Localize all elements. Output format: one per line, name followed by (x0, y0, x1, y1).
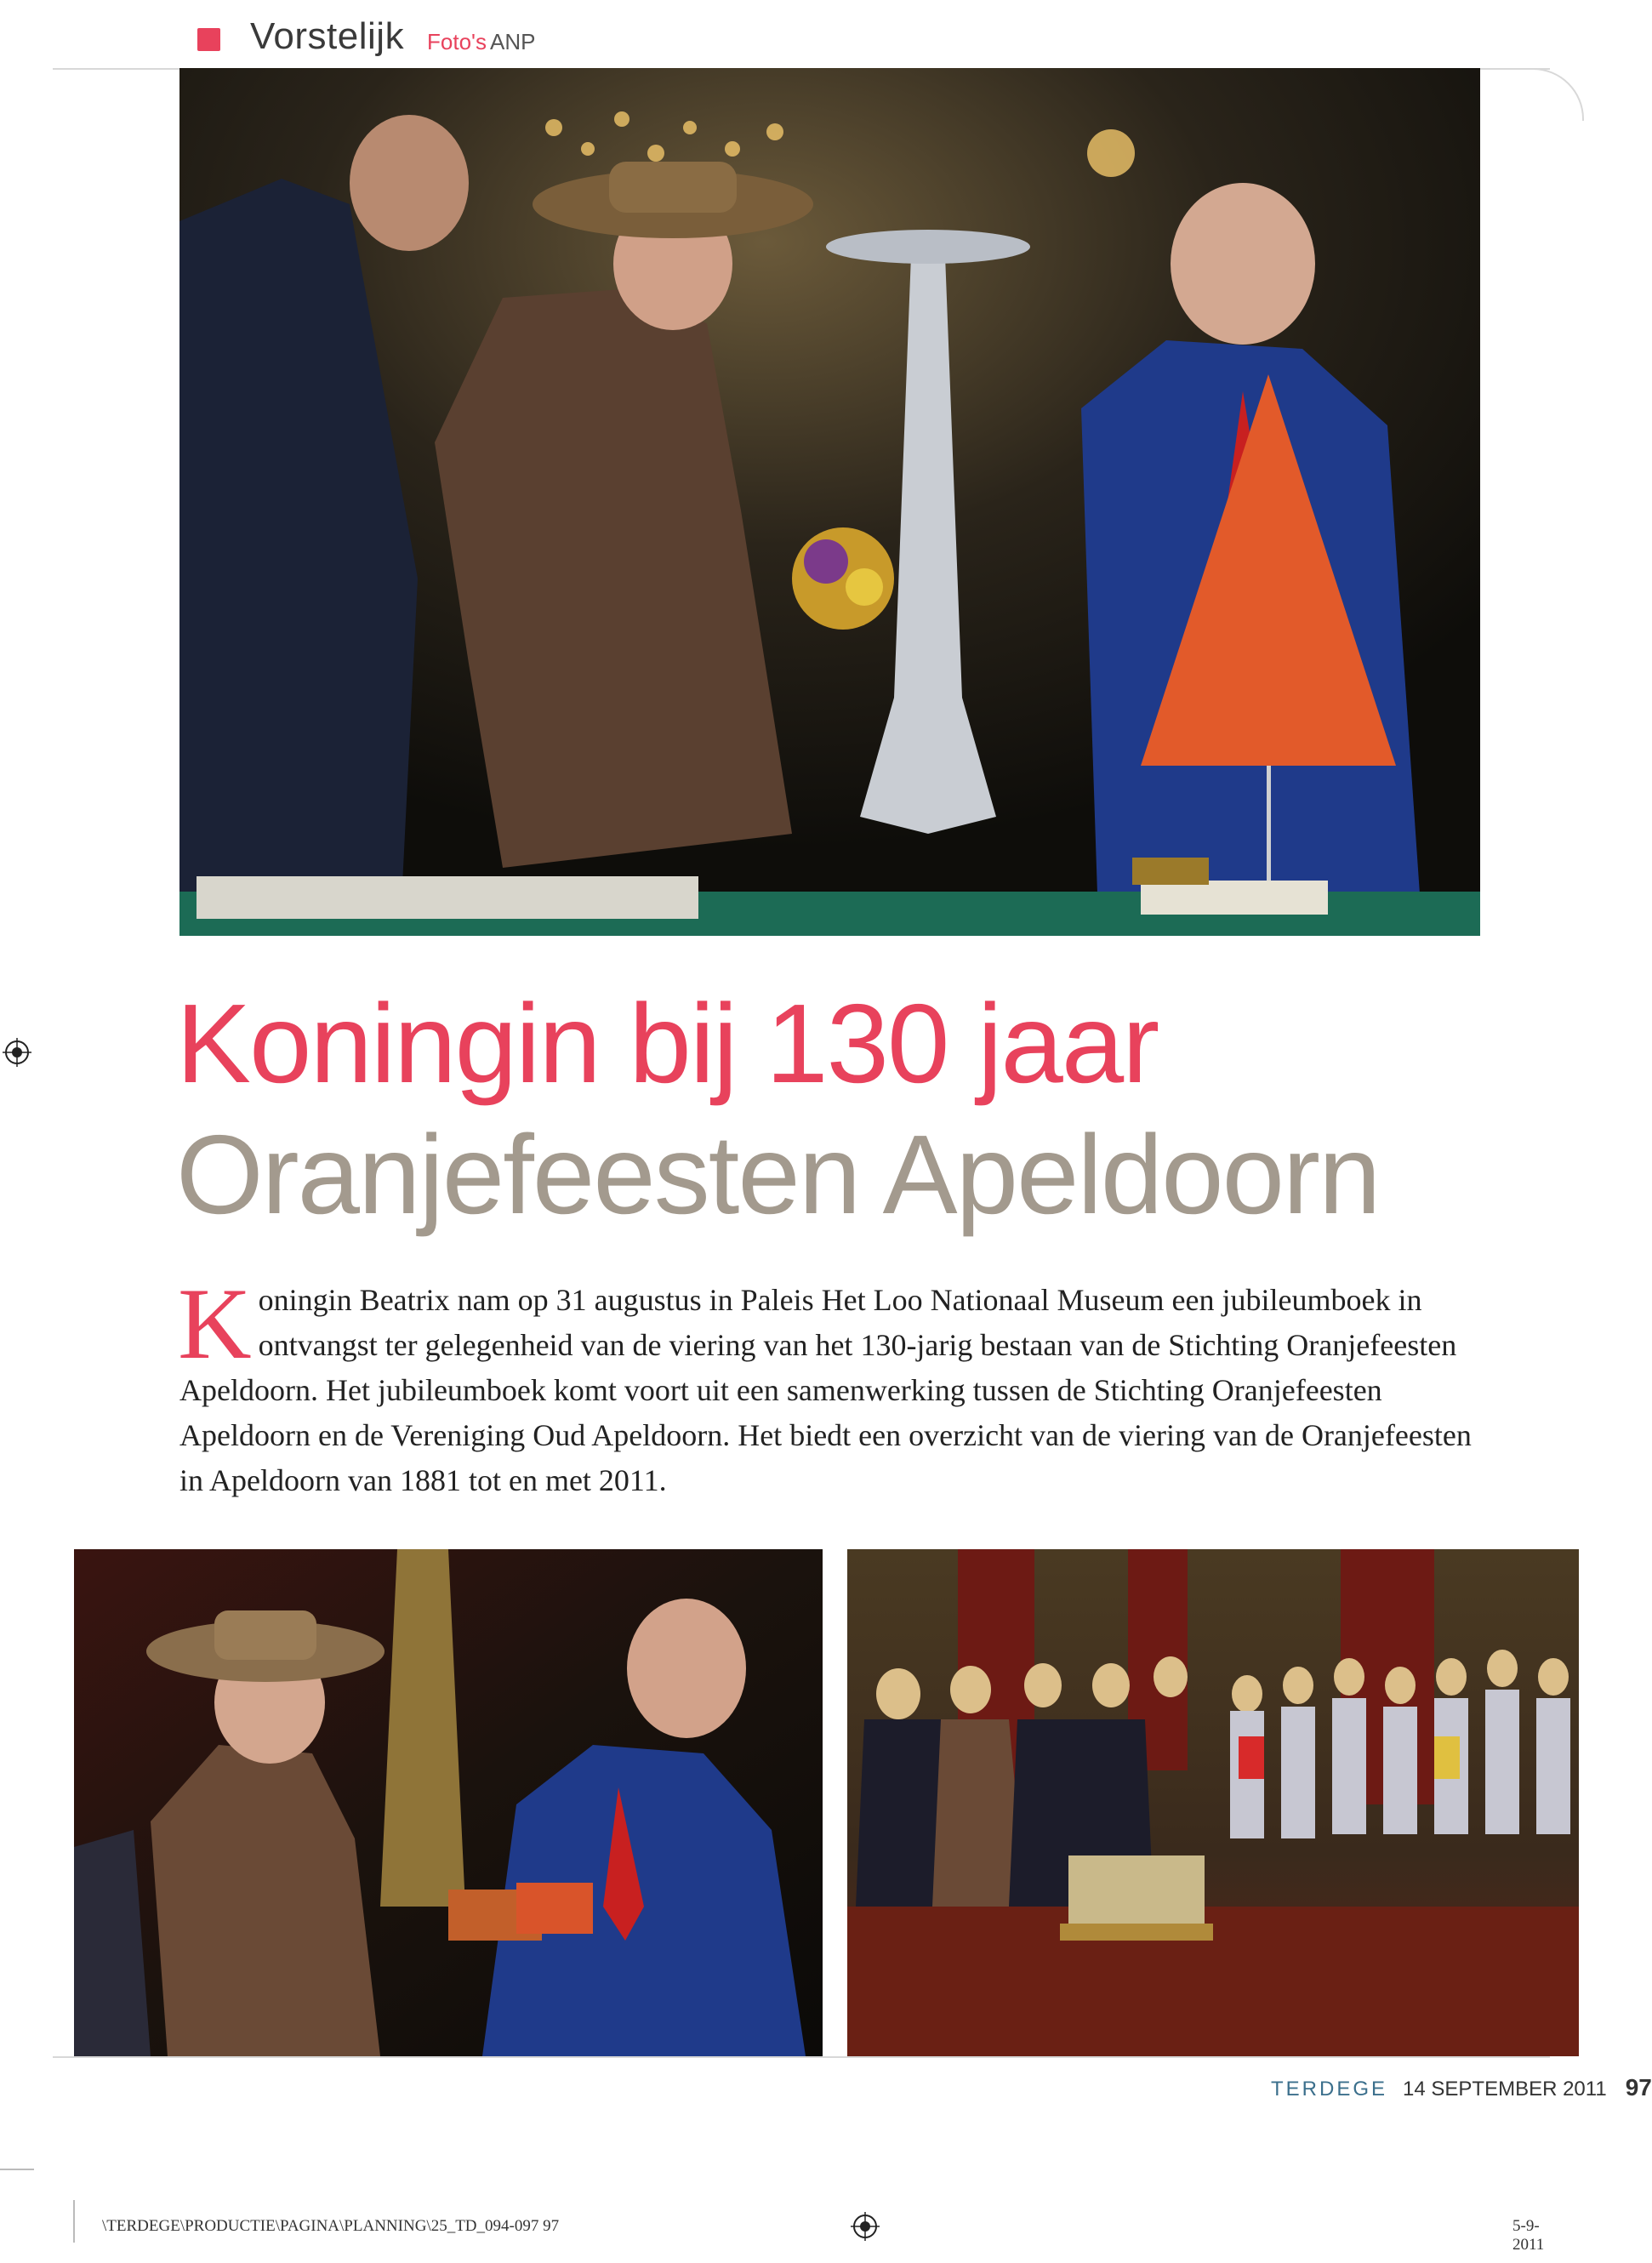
section-marker-icon (197, 28, 220, 51)
photo-credit-name: ANP (490, 29, 536, 54)
section-title: Vorstelijk (250, 15, 405, 57)
issue-date: 14 SEPTEMBER 2011 (1403, 2078, 1607, 2101)
crop-mark (73, 2200, 75, 2243)
magazine-name: TERDEGE (1271, 2078, 1388, 2101)
children-audience-photo (847, 1549, 1579, 2056)
drop-cap: K (178, 1267, 252, 1380)
crop-mark (0, 2169, 34, 2170)
headline-line-1: Koningin bij 130 jaar (176, 981, 1159, 1106)
photo-credit-prefix: Foto's (427, 29, 487, 54)
print-slug: \TERDEGE\PRODUCTIE\PAGINA\PLANNING\25_TD_094-097 97 (102, 2217, 560, 2235)
print-slug-date: 5-9-2011 (1512, 2217, 1545, 2254)
headline-line-2: Oranjefeesten Apeldoorn (176, 1112, 1380, 1237)
top-rule-corner (1480, 68, 1584, 121)
photo-credit (427, 29, 535, 55)
article-body-text: oningin Beatrix nam op 31 augustus in Paleis Het Loo Nationaal Museum een jubileumboek in ontvangst ter gelegenheid van de viering van het 130-jarig bestaan van de Stichting Oranjefeesten Apeldoorn. Het jubileumboek komt voort uit een samenwerking tussen de Stichting Oranjefeesten Apeldoorn en de Vereniging Oud Apeldoorn. Het biedt een overzicht van de viering van de Oranjefeesten in Apeldoorn van 1881 tot en met 2011. (179, 1283, 1472, 1497)
article-body (178, 1267, 1481, 1503)
registration-mark-icon (3, 1038, 31, 1067)
headline (176, 978, 1554, 1240)
main-photo (179, 68, 1480, 936)
page-footer (1271, 2074, 1652, 2101)
bottom-rule (53, 2056, 1550, 2058)
registration-mark-icon (851, 2212, 880, 2241)
book-handover-photo (74, 1549, 823, 2056)
page-number: 97 (1625, 2074, 1652, 2101)
